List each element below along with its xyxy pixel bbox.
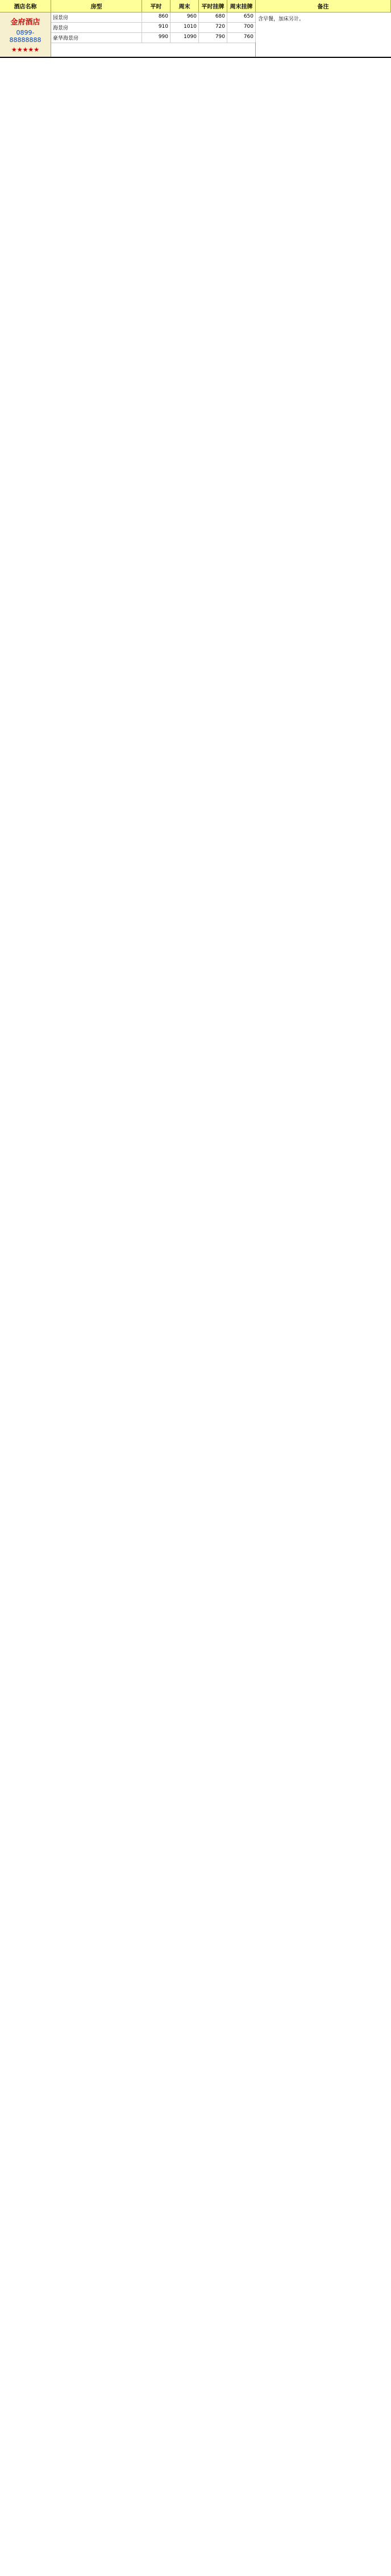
table-cell: 990	[142, 33, 170, 43]
table-row	[51, 12, 255, 23]
table-cell: 910	[142, 23, 170, 32]
column-header-cell: 周末	[170, 0, 199, 12]
hotel-phone: 0899-88888888	[9, 29, 41, 44]
hotel-notes	[256, 12, 391, 57]
table-cell: 园景房	[51, 12, 142, 22]
column-header-cell: 房型	[51, 0, 142, 12]
column-header	[0, 0, 391, 12]
table-cell: 860	[142, 12, 170, 22]
hotel-section	[0, 0, 391, 58]
column-header-cell: 备注	[256, 0, 391, 12]
column-header-cell: 周末挂牌	[227, 0, 256, 12]
table-cell: 680	[199, 12, 227, 22]
table-cell: 海景房	[51, 23, 142, 32]
column-header-cell: 平时	[142, 0, 170, 12]
table-cell: 960	[170, 12, 199, 22]
table-cell: 790	[199, 33, 227, 43]
table-cell: 720	[199, 23, 227, 32]
room-table	[51, 12, 256, 57]
table-row	[51, 33, 255, 43]
table-row	[51, 23, 255, 33]
table-cell: 760	[227, 33, 256, 43]
table-cell: 豪华海景房	[51, 33, 142, 43]
table-cell: 1090	[170, 33, 199, 43]
note-line: 含早餐，加床另计。	[258, 16, 305, 22]
table-cell: 1010	[170, 23, 199, 32]
hotel-name: 金府酒店	[10, 18, 40, 27]
hotel-info	[0, 12, 51, 57]
price-sheet	[0, 0, 391, 58]
column-header-cell: 平时挂牌	[199, 0, 227, 12]
column-header-cell: 酒店名称	[0, 0, 51, 12]
table-cell: 700	[227, 23, 256, 32]
table-cell: 650	[227, 12, 256, 22]
hotel-stars: ★★★★★	[11, 46, 40, 53]
